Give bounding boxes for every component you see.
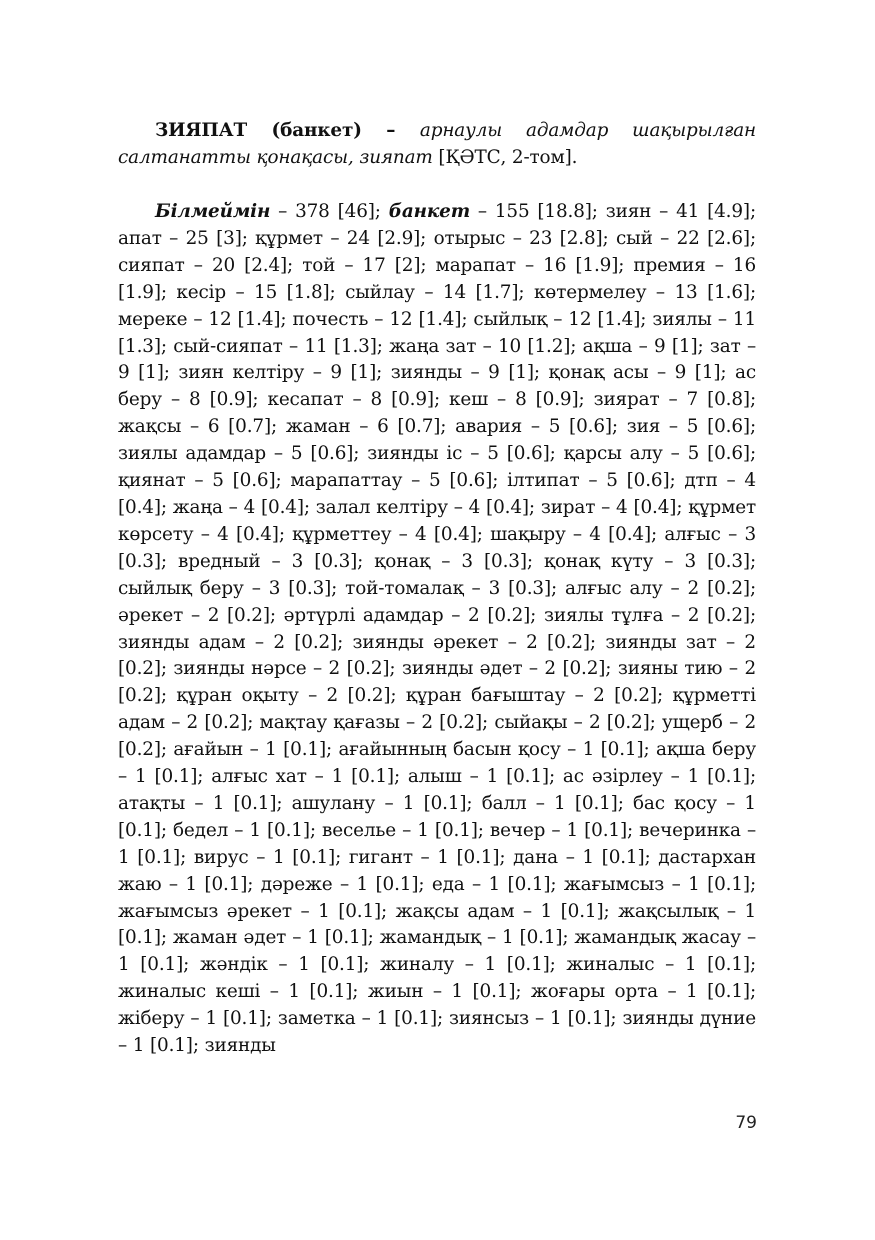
response-list-text: – 155 [18.8]; зиян – 41 [4.9]; апат – 25 [3]; құрмет – 24 [2.9]; отырыс – 23 [2.8]; сый – 22 [2.6]; сияпат – 20 [2.4]; той – 17 [2]; марапат – 16 [1.9]; премия – 16 [1.9]; кесір – 15 [1.8]; сыйлау – 14 [1.7]; көтермелеу – 13 [1.6]; мереке – 12 [1.4]; почесть – 12 [1.4]; сыйлық – 12 [1.4]; зиялы – 11 [1.3]; сый-сияпат – 11 [1.3]; жаңа зат – 10 [1.2]; ақша – 9 [1]; зат – 9 [1]; зиян келтіру – 9 [1]; зиянды – 9 [1]; қонақ асы – 9 [1]; ас беру – 8 [0.9]; кесапат – 8 [0.9]; кеш – 8 [0.9]; зиярат – 7 [0.8]; жақсы – 6 [0.7]; жаман – 6 [0.7]; авария – 5 [0.6]; зия – 5 [0.6]; зиялы адамдар – 5 [0.6]; зиянды іс – 5 [0.6]; қарсы алу – 5 [0.6]; қиянат – 5 [0.6]; марапаттау – 5 [0.6]; ілтипат – 5 [0.6]; дтп – 4 [0.4]; жаңа – 4 [0.4]; залал келтіру – 4 [0.4]; зират – 4 [0.4]; құрмет көрсету – 4 [0.4]; құрметтеу – 4 [0.4]; шақыру – 4 [0.4]; алғыс – 3 [0.3]; вредный – 3 [0.3]; қонақ – 3 [0.3]; қонақ күту – 3 [0.3]; сыйлық беру – 3 [0.3]; той-томалақ – 3 [0.3]; алғыс алу – 2 [0.2]; әрекет – 2 [0.2]; әртүрлі адамдар – 2 [0.2]; зиялы тұлға – 2 [0.2]; зиянды адам – 2 [0.2]; зиянды әрекет – 2 [0.2]; зиянды зат – 2 [0.2]; зиянды нәрсе – 2 [0.2]; зиянды әдет – 2 [0.2]; зияны тию – 2 [0.2]; құран оқыту – 2 [0.2]; құран бағыштау – 2 [0.2]; құрметті адам – 2 [0.2]; мақтау қағазы – 2 [0.2]; сыйақы – 2 [0.2]; ущерб – 2 [0.2]; ағайын – 1 [0.1]; ағайынның басын қосу – 1 [0.1]; ақша беру – 1 [0.1]; алғыс хат – 1 [0.1]; алыш – 1 [0.1]; ас әзірлеу – 1 [0.1]; атақты – 1 [0.1]; ашулану – 1 [0.1]; балл – 1 [0.1]; бас қосу – 1 [0.1]; бедел – 1 [0.1]; веселье – 1 [0.1]; вечер – 1 [0.1]; вечеринка – 1 [0.1]; вирус – 1 [0.1]; гигант – 1 [0.1]; дана – 1 [0.1]; дастархан жаю – 1 [0.1]; дәреже – 1 [0.1]; еда – 1 [0.1]; жағымсыз – 1 [0.1]; жағымсыз әрекет – 1 [0.1]; жақсы адам – 1 [0.1]; жақсылық – 1 [0.1]; жаман әдет – 1 [0.1]; жамандық – 1 [0.1]; жамандық жасау – 1 [0.1]; жәндік – 1 [0.1]; жиналу – 1 [0.1]; жиналыс – 1 [0.1]; жиналыс кеші – 1 [0.1]; жиын – 1 [0.1]; жоғары орта – 1 [0.1]; жіберу – 1 [0.1]; заметка – 1 [0.1]; зиянсыз – 1 [0.1]; зиянды дүние – 1 [0.1]; зиянды <box>118 201 756 1057</box>
association-responses <box>118 199 756 1060</box>
response-dont-know-count: – 378 [46]; <box>270 201 389 222</box>
definition-text: арнаулы адамдар шақырылған салтанатты қонақасы, зияпат <box>118 120 756 168</box>
definition-source: [ҚӘТС, 2-том]. <box>432 146 578 168</box>
headword-separator: – <box>361 120 420 141</box>
dictionary-definition <box>118 118 756 172</box>
page-number: 79 <box>735 1113 757 1133</box>
headword: ЗИЯПАТ (банкет) <box>155 120 362 141</box>
response-dont-know-label: Білмеймін <box>155 201 271 222</box>
response-banket-label: банкет <box>388 201 471 222</box>
